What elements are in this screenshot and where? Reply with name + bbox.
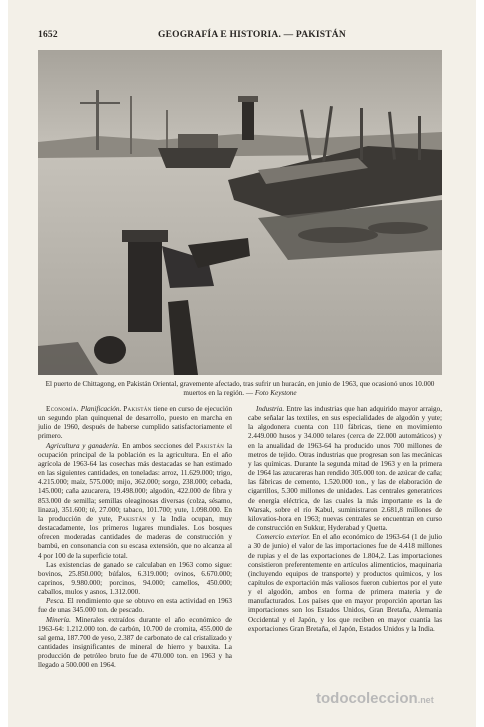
- magazine-page: [8, 0, 476, 727]
- subsection-fishing: Pesca.: [46, 597, 65, 606]
- harbor-photo-illustration: [38, 50, 442, 375]
- paragraph-foreign-trade: [248, 533, 442, 634]
- paragraph-text: y la India ocupan, muy destacadamente, los primeros lugares mundiales. Los bosques ofrecen moderadas cantidades de maderas de construcción y bambú, en consonancia con su escasa extensión, que no alcanza al 4 por 100 de la superficie total.: [38, 514, 233, 560]
- paragraph-agriculture: [38, 442, 232, 561]
- paragraph-planning: [38, 405, 232, 442]
- paragraph-livestock: [38, 561, 232, 598]
- paragraph-text: En ambos secciones del: [122, 441, 194, 450]
- paragraph-fishing: [38, 597, 232, 615]
- paragraph-text: El rendimiento que se obtuvo en esta actividad en 1963 fue de unas 345.000 ton. de pescado.: [38, 597, 232, 615]
- left-column: [38, 405, 232, 671]
- subsection-industry: Industria.: [256, 405, 285, 413]
- paragraph-text: Las existencias de ganado se calculaban en 1963 como sigue: bovinos, 25.850.000; búfalos, 6.319.000; ovinos, 6.670.000; caprinos, 9.980.000; porcinos, 94.000; camellos, 450.000; caballos, mulos y asnos, 1.312.000.: [38, 560, 232, 597]
- running-title: GEOGRAFÍA E HISTORIA. — PAKISTÁN: [158, 30, 346, 40]
- subsection-mining: Minería.: [46, 615, 71, 624]
- paragraph-text: tiene en curso de ejecución un segundo plan quinquenal de desarrollo, puesto en marcha en julio de 1960, después de haberse cumplido satisfactoriamente el primero.: [38, 405, 233, 441]
- paragraph-text: Entre las industrias que han adquirido mayor arraigo, cabe señalar las textiles, en sus especialidades de algodón y yute; la algodonera cuenta con 110 fábricas, tiene en movimiento 2.449.000 husos y 34.000 telares (cerca de 22.000 automáticos) y en la anualidad de 1963-64 ha producido unos 700 millones de metros de tejido. Otras industrias que progresan son las mecánicas y las químicas. Durante la segunda mitad de 1963 y en la primera de 1964 las azucareras han rendido 305.000 ton. de azúcar de caña; las fábricas de cemento, 1.520.000 ton., y las de elaboración de cigarrillos, 5.300 millones de unidades. Las centrales generatrices de energía eléctrica, de las cuales la más importante es la de Warsak, sobre el río Kabul, suministraron 2.681,8 millones de kilovatios-hora en 1963; nuevas centrales se encuentran en curso de construcción en Sukkur, Hyderabad y Quetta.: [248, 405, 443, 533]
- paragraph-mining: [38, 616, 232, 671]
- watermark-text: todocoleccion: [316, 690, 418, 707]
- page-header: [38, 30, 438, 44]
- country-name: Pakistán: [123, 405, 152, 413]
- photo-caption: El puerto de Chittagong, en Pakistán Oriental, gravemente afectado, tras sufrir un huracán, en junio de 1963, que ocasionó unos 10.000 muertos en la región. — Foto Keystone: [45, 380, 435, 397]
- paragraph-text: En el año económico de 1963-64 (1 de julio a 30 de junio) el valor de las importaciones fue de 4.418 millones de rupias y el de las exportaciones de 1.804,2. Las importaciones consistieron preferentemente en artículos alimenticios, maquinaria (incluyendo equipos de transporte) y productos químicos, y los capítulos de exportación más valiosos fueron cubiertos por el yute y el algodón, ambos en forma de primera materia y de manufacturados. Los países que en mayor proporción aportan las importaciones son los Estados Unidos, Gran Bretaña, Alemania Occidental y el Japón, y los que reciben en mayor cuantía las exportaciones Gran Bretaña, el Japón, Estados Unidos y la India.: [248, 533, 442, 633]
- paragraph-text: la ocupación principal de la población es la agricultura. En el año agrícola de 1963-64 las cosechas más destacadas se han estimado en las siguientes cantidades, en toneladas: arroz, 11.629.000; trigo, 4.215.000; maíz, 575.000; mijo, 362.000; sorgo, 238.000; cebada, 145.000; caña azucarera, 19.498.000; algodón, 422.000 de fibra y 853.000 de semilla; semillas oleaginosas diversas (colza, sésamo, linaza), 351.600; té, 27.000; tabaco, 101.700; yute, 1.098.000. En la producción de yute,: [38, 441, 233, 523]
- section-lead-economy: Economía.: [46, 405, 79, 413]
- country-name: Pakistán: [195, 441, 225, 450]
- country-name: Pakistán: [117, 514, 147, 523]
- subsection-foreign-trade: Comercio exterior.: [256, 533, 311, 542]
- page-number: 1652: [38, 30, 58, 40]
- photo-credit: Foto Keystone: [254, 389, 297, 397]
- watermark-suffix: .net: [417, 695, 434, 705]
- paragraph-text: Minerales extraídos durante el año económico de 1963-64: 1.212.000 ton. de carbón, 10.700 de cromita, 455.000 de sal gema, 187.700 de yeso, 2.387 de carbonato de cal cristalizado y cantidades insignificantes de mineral de hierro y bauxita. La producción de petróleo bruto fue de 470.000 ton. en 1963 y ha llegado a 500.000 en 1964.: [38, 615, 232, 670]
- caption-text: El puerto de Chittagong, en Pakistán Oriental, gravemente afectado, tras sufrir un huracán, en junio de 1963, que ocasionó unos 10.000 muertos en la región.: [45, 380, 435, 397]
- right-column: [248, 405, 442, 634]
- site-watermark: [316, 690, 466, 716]
- paragraph-industry: [248, 405, 442, 533]
- subsection-agriculture: Agricultura y ganadería.: [46, 441, 120, 450]
- subsection-planning: Planificación.: [80, 405, 122, 413]
- harbor-photo: [38, 50, 442, 375]
